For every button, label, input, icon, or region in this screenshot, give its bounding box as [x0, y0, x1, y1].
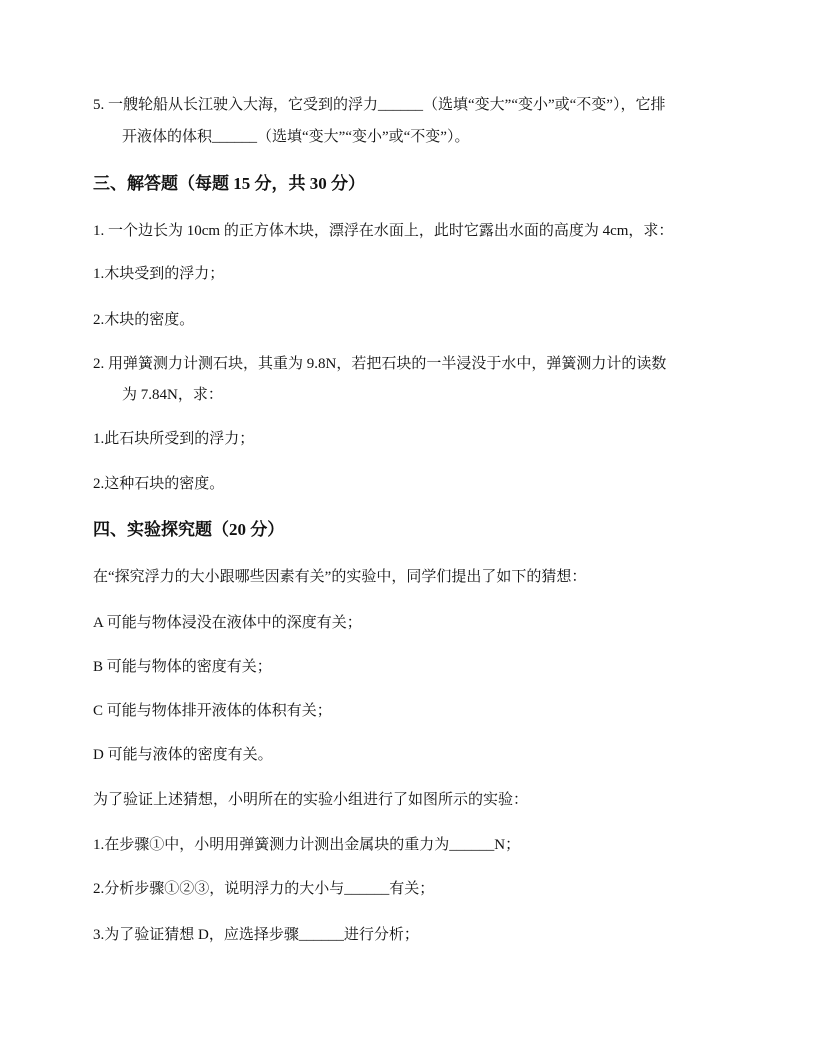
section-4-heading: 四、实验探究题（20 分） — [93, 520, 285, 539]
problem-2-stem-line-1: 2. 用弹簧测力计测石块，其重为 9.8N，若把石块的一半浸没于水中，弹簧测力计的读数 — [93, 356, 667, 372]
question-5-line-1: 5. 一艘轮船从长江驶入大海，它受到的浮力______（选填“变大”“变小”或“不变”），它排 — [93, 97, 666, 113]
problem-2-part-1: 1.此石块所受到的浮力； — [93, 431, 255, 447]
hypothesis-c: C 可能与物体排开液体的体积有关； — [93, 703, 332, 719]
problem-1-part-2: 2.木块的密度。 — [93, 312, 195, 328]
hypothesis-b: B 可能与物体的密度有关； — [93, 659, 272, 675]
problem-1-stem: 1. 一个边长为 10cm 的正方体木块，漂浮在水面上，此时它露出水面的高度为 4cm，求： — [93, 223, 674, 239]
problem-2-part-2: 2.这种石块的密度。 — [93, 476, 225, 492]
experiment-question-2: 2.分析步骤①②③，说明浮力的大小与______有关； — [93, 881, 435, 897]
hypothesis-d: D 可能与液体的密度有关。 — [93, 747, 273, 763]
section-3-heading: 三、解答题（每题 15 分，共 30 分） — [93, 174, 365, 193]
problem-1-part-1: 1.木块受到的浮力； — [93, 266, 225, 282]
question-5-line-2: 开液体的体积______（选填“变大”“变小”或“不变”）。 — [122, 129, 470, 145]
hypothesis-a: A 可能与物体浸没在液体中的深度有关； — [93, 615, 362, 631]
experiment-question-1: 1.在步骤①中，小明用弹簧测力计测出金属块的重力为______N； — [93, 837, 521, 853]
experiment-lead: 为了验证上述猜想，小明所在的实验小组进行了如图所示的实验： — [93, 792, 529, 808]
experiment-intro: 在“探究浮力的大小跟哪些因素有关”的实验中，同学们提出了如下的猜想： — [93, 569, 587, 585]
problem-2-stem-line-2: 为 7.84N，求： — [122, 387, 223, 403]
experiment-question-3: 3.为了验证猜想 D，应选择步骤______进行分析； — [93, 927, 419, 943]
